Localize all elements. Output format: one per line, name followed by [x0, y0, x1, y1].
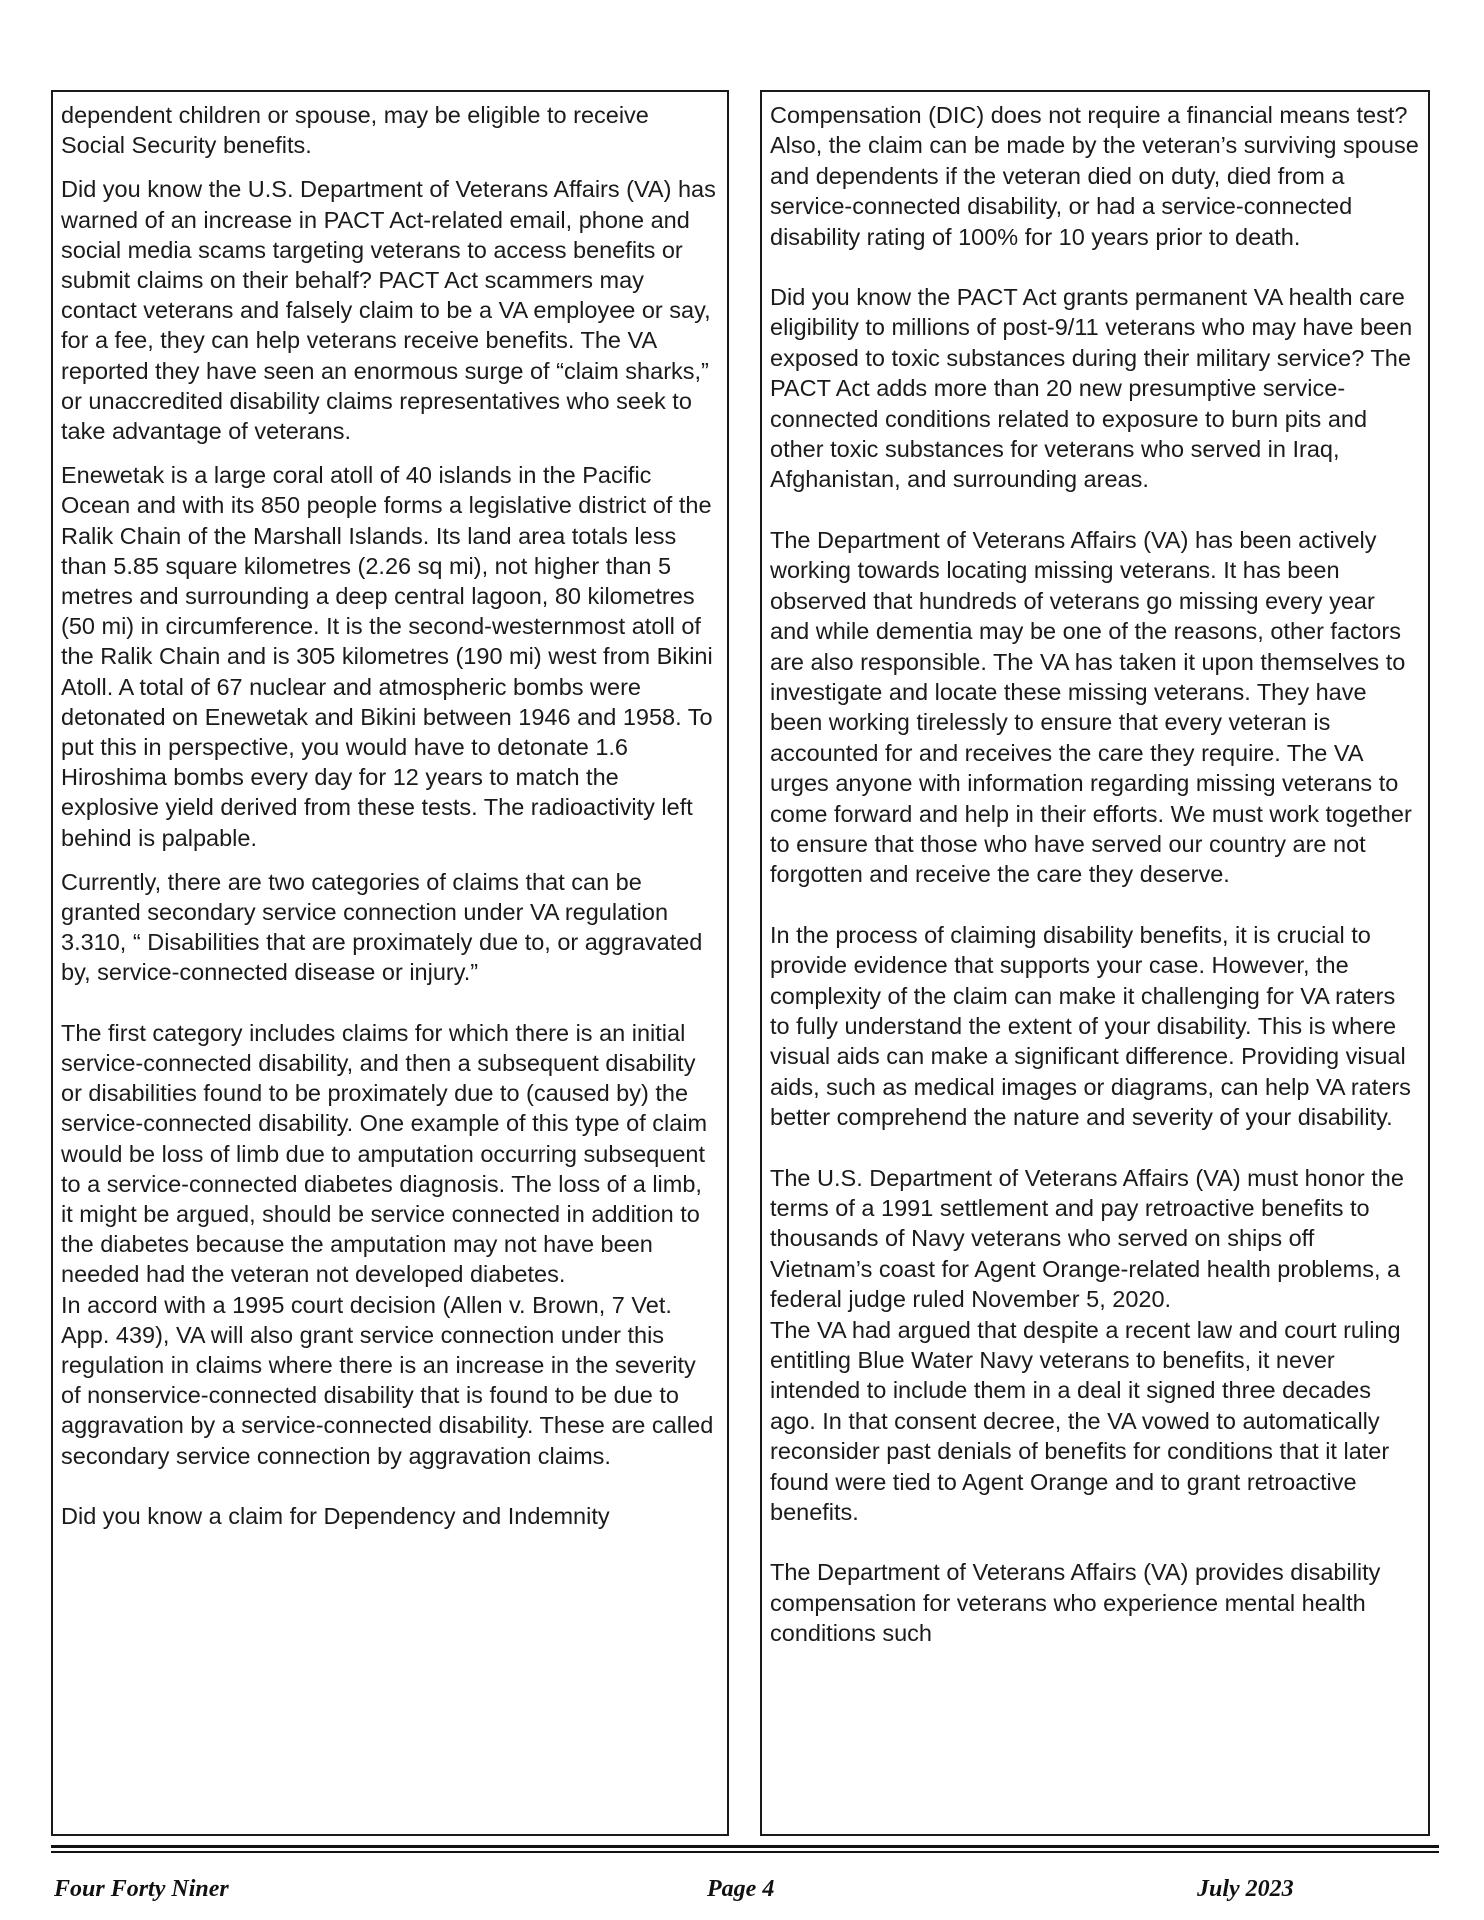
- paragraph: Currently, there are two categories of claims that can be granted secondary service connection under VA regulation 3.310, “ Disabilities that are proximately due to, or aggravated by, service-connected disease or injury.”: [61, 868, 703, 986]
- page-number: Page 4: [707, 1876, 775, 1902]
- paragraph: The Department of Veterans Affairs (VA) has been actively working towards locating missing veterans. It has been observed that hundreds of veterans go missing every year and while dementia may be one of the reasons, other factors are also responsible. The VA has taken it upon themselves to investigate and locate these missing veterans. They have been working tirelessly to ensure that every veteran is accounted for and receives the care they require. The VA urges anyone with information regarding missing veterans to come forward and help in their efforts. We must work together to ensure that those who have served our country are not forgotten and receive the care they deserve.: [770, 526, 1412, 888]
- issue-date: July 2023: [1197, 1876, 1294, 1902]
- paragraph: dependent children or spouse, may be eligible to receive Social Security benefits.: [61, 102, 649, 159]
- paragraph: The first category includes claims for which there is an initial service-connected disability, and then a subsequent disability or disabilities found to be proximately due to (caused by) the service-connected disability. One example of this type of claim would be loss of limb due to amputation occurring subsequent to a service-connected diabetes diagnosis. The loss of a limb, it might be argued, should be service connected in addition to the diabetes because the amputation may not have been needed had the veteran not developed diabetes.: [61, 1019, 708, 1288]
- footer-divider: [51, 1845, 1439, 1848]
- footer-divider: [51, 1851, 1439, 1853]
- paragraph: The VA had argued that despite a recent law and court ruling entitling Blue Water Navy veterans to benefits, it never intended to include them in a deal it signed three decades ago. In that consent decree, the VA vowed to automatically reconsider past denials of benefits for conditions that it later found were tied to Agent Orange and to grant retroactive benefits.: [770, 1316, 1401, 1526]
- paragraph: Enewetak is a large coral atoll of 40 islands in the Pacific Ocean and with its 850 people forms a legislative district of the Ralik Chain of the Marshall Islands. Its land area totals less than 5.85 square kilometres (2.26 sq mi), not higher than 5 metres and surrounding a deep central lagoon, 80 kilometres (50 mi) in circumference. It is the second-westernmost atoll of the Ralik Chain and is 305 kilometres (190 mi) west from Bikini Atoll. A total of 67 nuclear and atmospheric bombs were detonated on Enewetak and Bikini between 1946 and 1958. To put this in perspective, you would have to detonate 1.6 Hiroshima bombs every day for 12 years to match the explosive yield derived from these tests. The radioactivity left behind is palpable.: [61, 462, 713, 851]
- paragraph: Did you know the U.S. Department of Veterans Affairs (VA) has warned of an increase in PACT Act-related email, phone and social media scams targeting veterans to access benefits or submit claims on their behalf? PACT Act scammers may contact veterans and falsely claim to be a VA employee or say, for a fee, they can help veterans receive benefits. The VA reported they have seen an enormous surge of “claim sharks,” or unaccredited disability claims representatives who seek to take advantage of veterans.: [61, 176, 716, 445]
- paragraph: Compensation (DIC) does not require a financial means test? Also, the claim can be made by the veteran’s surviving spouse and dependents if the veteran died on duty, died from a service-connected disability, or had a service-connected disability rating of 100% for 10 years prior to death.: [770, 102, 1419, 250]
- paragraph: Did you know a claim for Dependency and Indemnity: [61, 1502, 610, 1529]
- paragraph: In the process of claiming disability benefits, it is crucial to provide evidence that supports your case. However, the complexity of the claim can make it challenging for VA raters to fully understand the extent of your disability. This is where visual aids can make a significant difference. Providing visual aids, such as medical images or diagrams, can help VA raters better comprehend the nature and severity of your disability.: [770, 921, 1411, 1131]
- paragraph: In accord with a 1995 court decision (Allen v. Brown, 7 Vet. App. 439), VA will also grant service connection under this regulation in claims where there is an increase in the severity of nonservice-connected disability that is found to be due to aggravation by a service-connected disability. These are called secondary service connection by aggravation claims.: [61, 1291, 714, 1469]
- paragraph: The Department of Veterans Affairs (VA) provides disability compensation for veterans who experience mental health conditions such: [770, 1559, 1381, 1647]
- paragraph: Did you know the PACT Act grants permanent VA health care eligibility to millions of post-9/11 veterans who may have been exposed to toxic substances during their military service? The PACT Act adds more than 20 new presumptive service-connected conditions related to exposure to burn pits and other toxic substances for veterans who served in Iraq, Afghanistan, and surrounding areas.: [770, 284, 1413, 493]
- left-column: [51, 90, 729, 1836]
- paragraph: The U.S. Department of Veterans Affairs (VA) must honor the terms of a 1991 settlement and pay retroactive benefits to thousands of Navy veterans who served on ships off Vietnam’s coast for Agent Orange-related health problems, a federal judge ruled November 5, 2020.: [770, 1164, 1404, 1313]
- right-column: [760, 90, 1430, 1836]
- newsletter-name: Four Forty Niner: [54, 1876, 229, 1902]
